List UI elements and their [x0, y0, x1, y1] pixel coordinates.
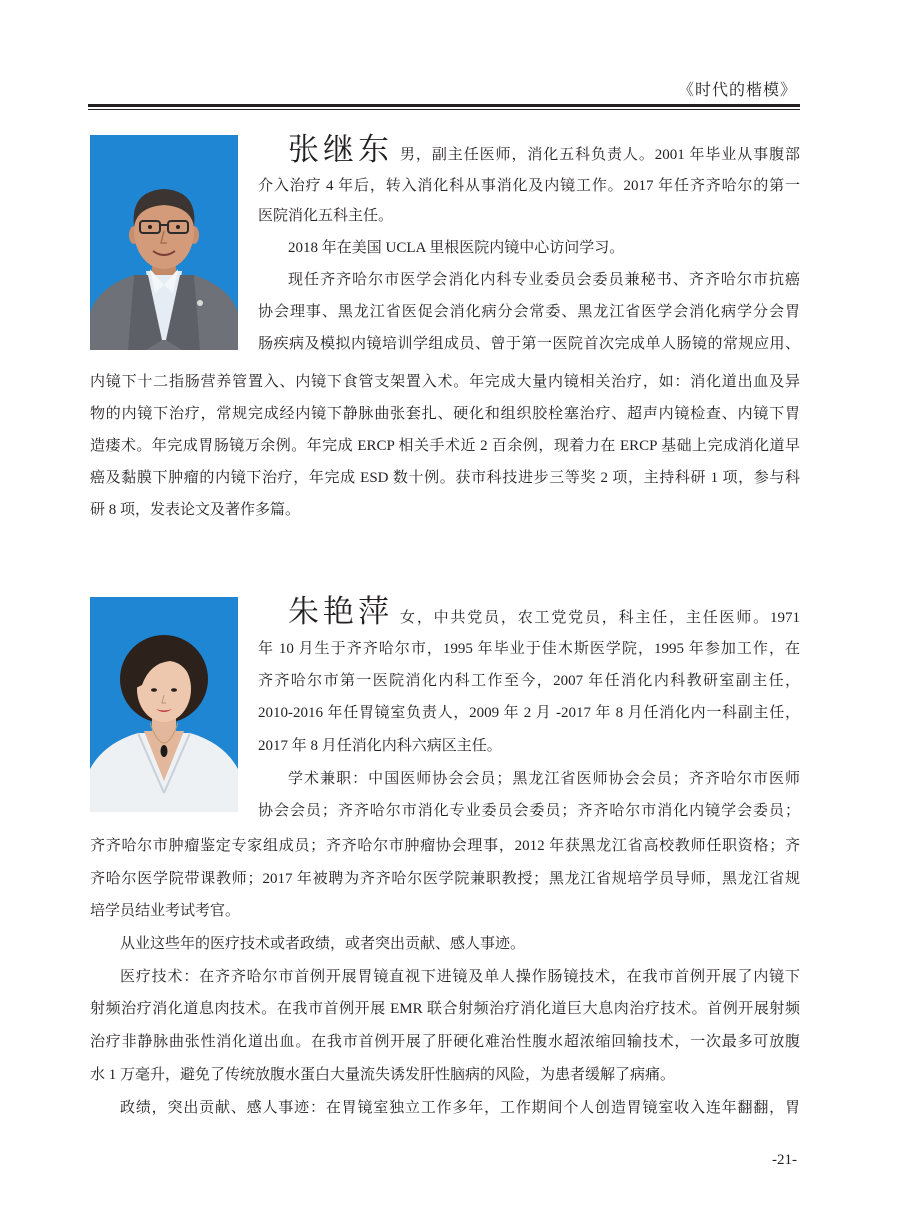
header-rule-thin: [88, 109, 800, 110]
page-number: -21-: [772, 1152, 797, 1168]
eye-right: [171, 688, 177, 692]
eye-left: [151, 688, 157, 692]
lapel-pin: [197, 300, 203, 306]
text-line: 癌及黏膜下肿瘤的内镜下治疗，年完成 ESD 数十例。获市科技进步三等奖 2 项，主持科研 1 项，参与科: [90, 470, 800, 486]
necklace-pendant: [161, 745, 168, 757]
eye-left: [148, 225, 152, 229]
text-line: 研 8 项，发表论文及著作多篇。: [90, 502, 301, 518]
text-line: 2010-2016 年任胃镜室负责人，2009 年 2 月 -2017 年 8 月任消化内一科副主任，: [258, 705, 800, 721]
text-line: 医疗技术：在齐齐哈尔市首例开展胃镜直视下进镜及单人操作肠镜技术，在我市首例开展了内镜下: [120, 969, 800, 985]
person-name: 朱艳萍: [288, 594, 393, 629]
text-line: 治疗非静脉曲张性消化道出血。在我市首例开展了肝硬化难治性腹水超浓缩回输技术，一次最多可放腹: [90, 1034, 800, 1050]
text-line: 齐齐哈尔市肿瘤鉴定专家组成员；齐齐哈尔市肿瘤协会理事，2012 年获黑龙江省高校教师任职资格；齐: [90, 838, 800, 854]
text-line: 协会理事、黑龙江省医促会消化病分会常委、黑龙江省医学会消化病学分会胃: [258, 304, 800, 320]
text-line: 水 1 万毫升，避免了传统放腹水蛋白大量流失诱发肝性脑病的风险，为患者缓解了病痛。: [90, 1067, 676, 1083]
text-line: 齐齐哈尔市第一医院消化内科工作至今，2007 年任消化内科教研室副主任，: [258, 673, 800, 689]
person-name: 张继东: [288, 132, 393, 167]
text-line: 协会会员；齐齐哈尔市消化专业委员会委员；齐齐哈尔市消化内镜学会委员；: [258, 803, 800, 819]
header-rule: [88, 104, 800, 107]
text-line: 射频治疗消化道息肉技术。在我市首例开展 EMR 联合射频治疗消化道巨大息肉治疗技术。首例开展射频: [90, 1001, 800, 1017]
text-line: 医院消化五科主任。: [258, 208, 394, 224]
text-line: 培学员结业考试考官。: [90, 903, 241, 919]
text-line: 造瘘术。年完成胃肠镜万余例。年完成 ERCP 相关手术近 2 百余例，现着力在 ERCP 基础上完成消化道早: [90, 438, 800, 454]
eye-right: [176, 225, 180, 229]
text-line: 2018 年在美国 UCLA 里根医院内镜中心访问学习。: [288, 240, 625, 256]
portrait-photo: [90, 135, 238, 350]
text-line: 男，副主任医师，消化五科负责人。2001 年毕业从事腹部: [400, 147, 800, 163]
text-line: 年 10 月生于齐齐哈尔市，1995 年毕业于佳木斯医学院，1995 年参加工作，在: [258, 641, 800, 657]
text-line: 齐哈尔医学院带课教师；2017 年被聘为齐齐哈尔医学院兼职教授；黑龙江省规培学员导师，黑龙江省规: [90, 871, 800, 887]
text-line: 内镜下十二指肠营养管置入、内镜下食管支架置入术。年完成大量内镜相关治疗，如：消化道出血及异: [90, 374, 800, 390]
text-line: 介入治疗 4 年后，转入消化科从事消化及内镜工作。2017 年任齐齐哈尔的第一: [258, 178, 800, 194]
portrait-photo: [90, 597, 238, 812]
text-line: 学术兼职：中国医师协会会员；黑龙江省医师协会会员；齐齐哈尔市医师: [288, 771, 800, 787]
running-header: 《时代的楷模》: [677, 82, 797, 99]
text-line: 女，中共党员，农工党党员，科主任，主任医师。1971: [400, 610, 800, 626]
text-line: 政绩，突出贡献、感人事迹：在胃镜室独立工作多年，工作期间个人创造胃镜室收入连年翻翻，胃: [120, 1100, 800, 1116]
text-line: 现任齐齐哈尔市医学会消化内科专业委员会委员兼秘书、齐齐哈尔市抗癌: [288, 272, 800, 288]
text-line: 2017 年 8 月任消化内科六病区主任。: [258, 738, 502, 754]
text-line: 物的内镜下治疗，常规完成经内镜下静脉曲张套扎、硬化和组织胶栓塞治疗、超声内镜检查、内镜下胃: [90, 406, 800, 422]
text-line: 从业这些年的医疗技术或者政绩，或者突出贡献、感人事迹。: [120, 936, 526, 952]
text-line: 肠疾病及模拟内镜培训学组成员、曾于第一医院首次完成单人肠镜的常规应用、: [258, 336, 800, 352]
